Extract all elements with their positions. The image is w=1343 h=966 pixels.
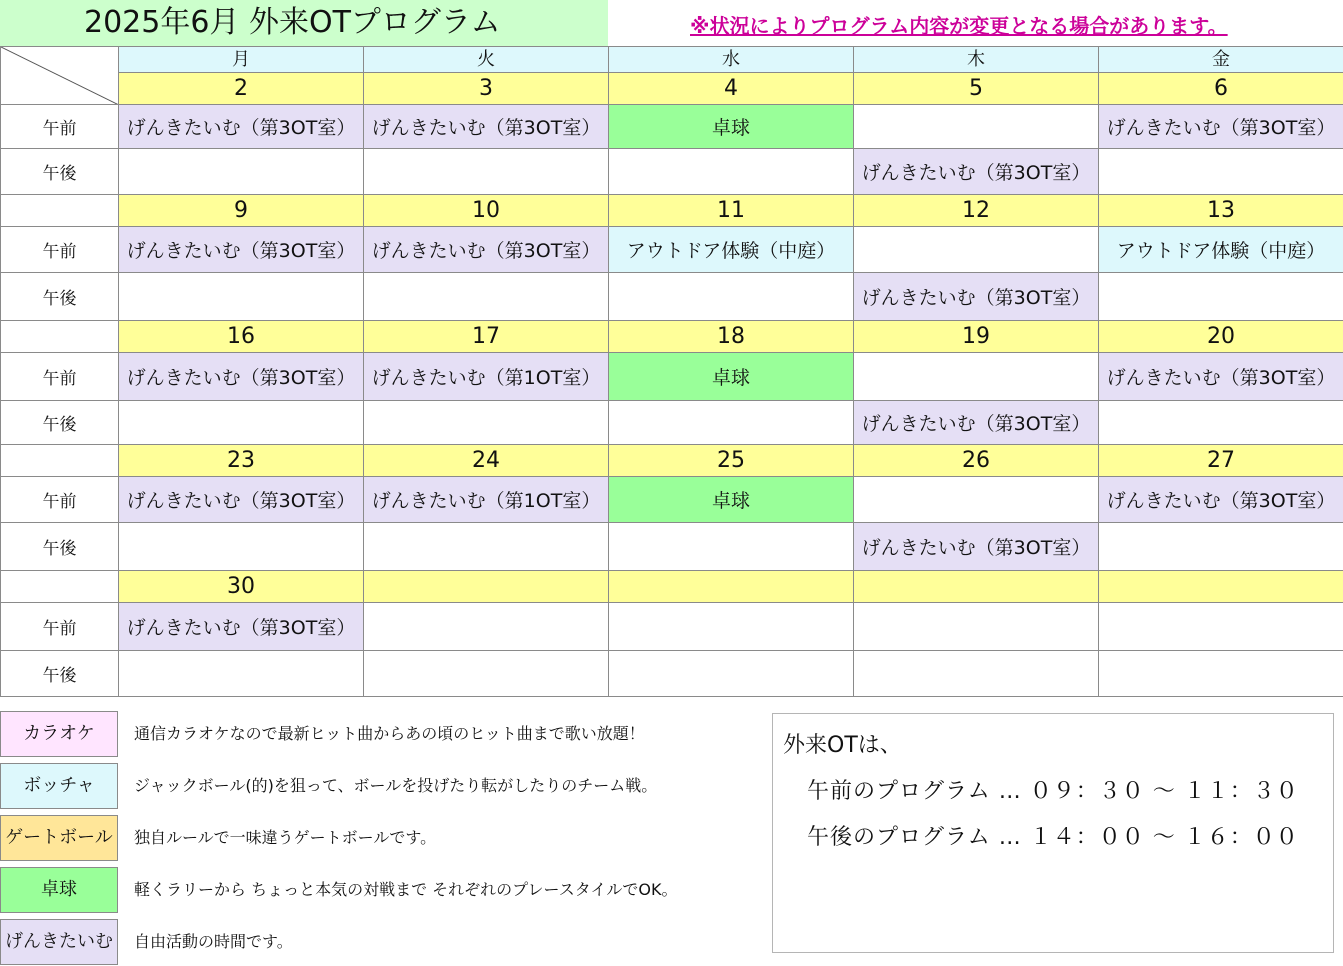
date-cell: 12 bbox=[854, 195, 1099, 227]
legend-description: 独自ルールで一味違うゲートボールです。 bbox=[134, 828, 437, 847]
corner-cell bbox=[1, 47, 119, 105]
program-cell bbox=[1099, 651, 1343, 697]
program-cell bbox=[1099, 523, 1343, 571]
program-cell bbox=[609, 523, 854, 571]
date-cell: 26 bbox=[854, 445, 1099, 477]
date-cell: 4 bbox=[609, 73, 854, 105]
program-cell: アウトドア体験（中庭） bbox=[1099, 227, 1343, 273]
date-row bbox=[1, 445, 1343, 477]
am-row bbox=[1, 353, 1343, 401]
date-cell: 27 bbox=[1099, 445, 1343, 477]
program-cell bbox=[854, 105, 1099, 149]
pm-row bbox=[1, 273, 1343, 321]
program-cell bbox=[119, 523, 364, 571]
morning-label: 午前 bbox=[1, 603, 119, 651]
weekday-tue: 火 bbox=[364, 47, 609, 73]
date-cell: 20 bbox=[1099, 321, 1343, 353]
date-cell: 9 bbox=[119, 195, 364, 227]
legend-label: カラオケ bbox=[0, 711, 118, 757]
program-cell: げんきたいむ（第3OT室） bbox=[119, 353, 364, 401]
program-cell: げんきたいむ（第3OT室） bbox=[1099, 353, 1343, 401]
legend-label: ボッチャ bbox=[0, 763, 118, 809]
page-title: 2025年6月 外来OTプログラム bbox=[0, 0, 608, 46]
legend-label: 卓球 bbox=[0, 867, 118, 913]
weekday-fri: 金 bbox=[1099, 47, 1343, 73]
pm-row bbox=[1, 149, 1343, 195]
date-row-label-cell bbox=[1, 445, 119, 477]
diagonal-line-icon bbox=[1, 47, 119, 105]
program-cell bbox=[1099, 603, 1343, 651]
program-cell: 卓球 bbox=[609, 477, 854, 523]
legend-description: 通信カラオケなので最新ヒット曲からあの頃のヒット曲まで歌い放題！ bbox=[134, 724, 645, 743]
program-cell bbox=[854, 353, 1099, 401]
date-cell: 16 bbox=[119, 321, 364, 353]
program-cell bbox=[119, 149, 364, 195]
am-row bbox=[1, 227, 1343, 273]
program-cell bbox=[854, 477, 1099, 523]
program-cell bbox=[364, 523, 609, 571]
program-calendar bbox=[0, 46, 1343, 697]
weekday-mon: 月 bbox=[119, 47, 364, 73]
date-row bbox=[1, 195, 1343, 227]
program-cell: げんきたいむ（第3OT室） bbox=[854, 149, 1099, 195]
program-cell bbox=[364, 149, 609, 195]
program-cell: げんきたいむ（第3OT室） bbox=[854, 523, 1099, 571]
date-cell bbox=[364, 571, 609, 603]
date-cell: 3 bbox=[364, 73, 609, 105]
program-cell bbox=[364, 401, 609, 445]
program-cell: 卓球 bbox=[609, 353, 854, 401]
program-cell: げんきたいむ（第3OT室） bbox=[854, 273, 1099, 321]
date-cell: 25 bbox=[609, 445, 854, 477]
date-cell: 2 bbox=[119, 73, 364, 105]
afternoon-label: 午後 bbox=[1, 273, 119, 321]
program-cell bbox=[609, 149, 854, 195]
time-info-box bbox=[772, 713, 1334, 953]
pm-row bbox=[1, 651, 1343, 697]
program-cell: げんきたいむ（第3OT室） bbox=[119, 227, 364, 273]
program-cell: げんきたいむ（第3OT室） bbox=[119, 477, 364, 523]
date-cell bbox=[1099, 571, 1343, 603]
program-cell bbox=[609, 603, 854, 651]
program-cell bbox=[854, 603, 1099, 651]
date-cell: 23 bbox=[119, 445, 364, 477]
legend-description: ジャックボール(的)を狙って、ボールを投げたり転がしたりのチーム戦。 bbox=[134, 776, 658, 795]
legend-description: 軽くラリーから ちょっと本気の対戦まで それぞれのプレースタイルでOK。 bbox=[134, 880, 678, 899]
program-cell: 卓球 bbox=[609, 105, 854, 149]
date-row bbox=[1, 73, 1343, 105]
pm-row bbox=[1, 401, 1343, 445]
program-cell bbox=[1099, 273, 1343, 321]
date-cell bbox=[609, 571, 854, 603]
program-cell bbox=[854, 227, 1099, 273]
program-cell: げんきたいむ（第3OT室） bbox=[119, 603, 364, 651]
pm-time-line: 午後のプログラム … １４：００ ～ １６：００ bbox=[807, 825, 1299, 850]
legend-label: げんきたいむ bbox=[0, 919, 118, 965]
date-cell: 10 bbox=[364, 195, 609, 227]
date-cell: 19 bbox=[854, 321, 1099, 353]
program-cell bbox=[609, 273, 854, 321]
date-row bbox=[1, 321, 1343, 353]
weekday-row bbox=[1, 47, 1343, 73]
legend-description: 自由活動の時間です。 bbox=[134, 932, 293, 951]
program-cell bbox=[119, 273, 364, 321]
weekday-thu: 木 bbox=[854, 47, 1099, 73]
am-row bbox=[1, 477, 1343, 523]
program-cell bbox=[364, 273, 609, 321]
program-cell bbox=[119, 401, 364, 445]
program-cell bbox=[609, 401, 854, 445]
program-cell bbox=[364, 651, 609, 697]
am-row bbox=[1, 105, 1343, 149]
program-cell: げんきたいむ（第1OT室） bbox=[364, 477, 609, 523]
date-row-label-cell bbox=[1, 321, 119, 353]
program-cell: げんきたいむ（第3OT室） bbox=[854, 401, 1099, 445]
program-cell: げんきたいむ（第1OT室） bbox=[364, 353, 609, 401]
date-cell: 5 bbox=[854, 73, 1099, 105]
change-notice: ※状況によりプログラム内容が変更となる場合があります。 bbox=[690, 14, 1228, 38]
morning-label: 午前 bbox=[1, 353, 119, 401]
afternoon-label: 午後 bbox=[1, 523, 119, 571]
date-cell: 24 bbox=[364, 445, 609, 477]
program-cell bbox=[1099, 401, 1343, 445]
date-row bbox=[1, 571, 1343, 603]
program-cell: げんきたいむ（第3OT室） bbox=[364, 105, 609, 149]
info-title: 外来OTは、 bbox=[783, 733, 902, 758]
date-row-label-cell bbox=[1, 571, 119, 603]
date-cell: 11 bbox=[609, 195, 854, 227]
morning-label: 午前 bbox=[1, 105, 119, 149]
program-cell: アウトドア体験（中庭） bbox=[609, 227, 854, 273]
program-cell: げんきたいむ（第3OT室） bbox=[1099, 477, 1343, 523]
date-cell bbox=[854, 571, 1099, 603]
program-cell: げんきたいむ（第3OT室） bbox=[119, 105, 364, 149]
program-cell bbox=[1099, 149, 1343, 195]
afternoon-label: 午後 bbox=[1, 401, 119, 445]
program-cell bbox=[854, 651, 1099, 697]
program-cell bbox=[119, 651, 364, 697]
date-cell: 17 bbox=[364, 321, 609, 353]
legend-label: ゲートボール bbox=[0, 815, 118, 861]
weekday-wed: 水 bbox=[609, 47, 854, 73]
afternoon-label: 午後 bbox=[1, 149, 119, 195]
pm-row bbox=[1, 523, 1343, 571]
program-cell bbox=[609, 651, 854, 697]
date-row-label-cell bbox=[1, 195, 119, 227]
date-cell: 6 bbox=[1099, 73, 1343, 105]
date-cell: 13 bbox=[1099, 195, 1343, 227]
afternoon-label: 午後 bbox=[1, 651, 119, 697]
am-time-line: 午前のプログラム … ０９：３０ ～ １１：３０ bbox=[807, 779, 1299, 804]
morning-label: 午前 bbox=[1, 227, 119, 273]
program-cell: げんきたいむ（第3OT室） bbox=[364, 227, 609, 273]
date-cell: 30 bbox=[119, 571, 364, 603]
program-cell: げんきたいむ（第3OT室） bbox=[1099, 105, 1343, 149]
am-row bbox=[1, 603, 1343, 651]
program-cell bbox=[364, 603, 609, 651]
date-cell: 18 bbox=[609, 321, 854, 353]
morning-label: 午前 bbox=[1, 477, 119, 523]
